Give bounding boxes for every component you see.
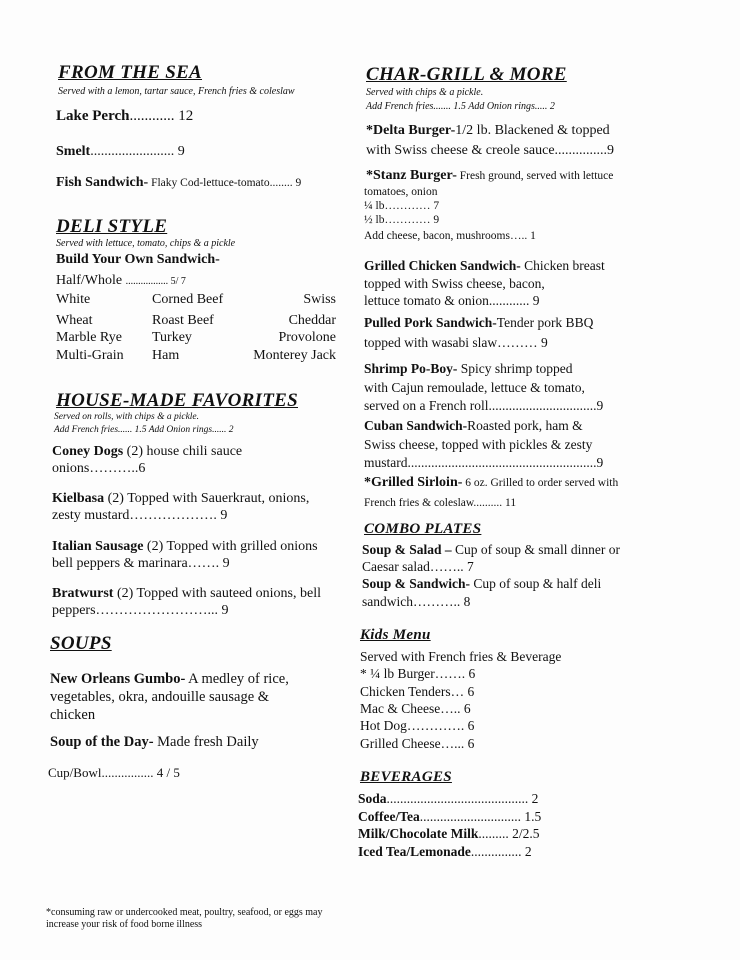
menu-item-soup-of-the-day: Soup of the Day- Made fresh Daily (50, 734, 259, 750)
section-title-soups: SOUPS (50, 633, 112, 654)
menu-item-cuban-sandwich: Cuban Sandwich-Roasted pork, ham & (364, 418, 583, 433)
gumbo-line3: chicken (50, 707, 96, 723)
menu-item-coney-dogs: Coney Dogs (2) house chili sauce (52, 444, 243, 459)
menu-item-lake-perch: Lake Perch............ 12 (56, 108, 194, 124)
cup-bowl-price: Cup/Bowl................ 4 / 5 (48, 765, 180, 780)
grill-note-2: Add French fries....... 1.5 Add Onion rings..... 2 (366, 101, 555, 112)
stanz-burger-line2: tomatoes, onion (364, 186, 438, 198)
gumbo-line2: vegetables, okra, andouille sausage & (50, 689, 270, 705)
deli-options-grid (56, 292, 336, 372)
menu-item-gumbo: New Orleans Gumbo- A medley of rice, (50, 671, 289, 687)
menu-item-coffee-tea: Coffee/Tea.............................. 1.5 (358, 809, 542, 824)
menu-item-fish-sandwich: Fish Sandwich- Flaky Cod-lettuce-tomato........ 9 (56, 175, 302, 190)
section-title-from-the-sea: FROM THE SEA (58, 62, 203, 83)
menu-item-soup-sandwich: Soup & Sandwich- Cup of soup & half deli (362, 576, 602, 591)
section-title-char-grill: CHAR-GRILL & MORE (366, 64, 567, 85)
grilled-chicken-line3: lettuce tomato & onion............ 9 (364, 293, 540, 308)
menu-item-grilled-chicken: Grilled Chicken Sandwich- Chicken breast (364, 258, 605, 273)
cheese-option: Cheddar (288, 313, 336, 328)
menu-item-milk: Milk/Chocolate Milk......... 2/2.5 (358, 826, 540, 841)
kielbasa-line2: zesty mustard………………. 9 (52, 508, 228, 523)
menu-item-pulled-pork: Pulled Pork Sandwich-Tender pork BBQ (364, 315, 594, 330)
menu-item-soup-salad: Soup & Salad – Cup of soup & small dinner or (362, 542, 621, 557)
meat-option: Roast Beef (152, 313, 214, 328)
section-title-house-made: HOUSE-MADE FAVORITES (56, 390, 298, 411)
menu-item-kielbasa: Kielbasa (2) Topped with Sauerkraut, onions, (52, 491, 310, 506)
meat-option: Turkey (152, 330, 192, 345)
kids-item: Hot Dog…………. 6 (360, 718, 475, 733)
menu-item-shrimp-po-boy: Shrimp Po-Boy- Spicy shrimp topped (364, 361, 573, 376)
cheese-option: Monterey Jack (253, 348, 336, 363)
menu-item-delta-burger: *Delta Burger-1/2 lb. Blackened & topped (366, 123, 610, 138)
bread-option: Marble Rye (56, 330, 122, 345)
italian-sausage-line2: bell peppers & marinara……. 9 (52, 556, 230, 571)
kids-item: Grilled Cheese…... 6 (360, 736, 475, 751)
cuban-line2: Swiss cheese, topped with pickles & zesty (364, 437, 593, 452)
food-safety-disclaimer: *consuming raw or undercooked meat, poultry, seafood, or eggs may increase your risk of food borne illness (46, 907, 323, 930)
pulled-pork-line2: topped with wasabi slaw……… 9 (364, 335, 548, 350)
soup-salad-line2: Caesar salad…….. 7 (362, 559, 474, 574)
kids-item: * ¼ lb Burger……. 6 (360, 666, 476, 681)
menu-item-grilled-sirloin: *Grilled Sirloin- 6 oz. Grilled to order served with (364, 475, 619, 490)
meat-option: Corned Beef (152, 292, 224, 307)
build-your-own-heading: Build Your Own Sandwich- (56, 252, 220, 267)
shrimp-po-boy-line3: served on a French roll................................9 (364, 398, 604, 413)
kids-note: Served with French fries & Beverage (360, 649, 562, 664)
section-title-combo-plates: COMBO PLATES (364, 521, 482, 537)
menu-item-smelt: Smelt........................ 9 (56, 144, 185, 159)
sea-note: Served with a lemon, tartar sauce, French fries & coleslaw (58, 86, 295, 97)
stanz-quarter-lb: ¼ lb………… 7 (364, 200, 440, 212)
shrimp-po-boy-line2: with Cajun remoulade, lettuce & tomato, (364, 380, 585, 395)
grill-note-1: Served with chips & a pickle. (366, 87, 484, 98)
bratwurst-line2: peppers……………………... 9 (52, 603, 229, 618)
delta-burger-line2: with Swiss cheese & creole sauce...............9 (366, 143, 615, 158)
deli-note: Served with lettuce, tomato, chips & a pickle (56, 238, 236, 249)
bread-option: Multi-Grain (56, 348, 124, 363)
meat-option: Ham (152, 348, 180, 363)
stanz-add-ons: Add cheese, bacon, mushrooms….. 1 (364, 230, 536, 242)
bread-option: White (56, 292, 91, 307)
cuban-line3: mustard........................................................9 (364, 455, 604, 470)
menu-item-stanz-burger: *Stanz Burger- Fresh ground, served with lettuce (366, 168, 614, 183)
kids-item: Mac & Cheese….. 6 (360, 701, 471, 716)
menu-item-italian-sausage: Italian Sausage (2) Topped with grilled onions (52, 539, 318, 554)
section-title-beverages: BEVERAGES (360, 769, 452, 785)
section-title-deli-style: DELI STYLE (56, 216, 168, 237)
kids-item: Chicken Tenders… 6 (360, 684, 475, 699)
half-whole-price: Half/Whole ................. 5/ 7 (56, 273, 186, 288)
bread-option: Wheat (56, 313, 93, 328)
cheese-option: Provolone (278, 330, 336, 345)
soup-sandwich-line2: sandwich……….. 8 (362, 594, 471, 609)
section-title-kids-menu: Kids Menu (360, 627, 431, 643)
cheese-option: Swiss (303, 292, 336, 307)
coney-dogs-line2: onions………..6 (52, 461, 146, 476)
house-note-2: Add French fries...... 1.5 Add Onion rings...... 2 (54, 425, 234, 435)
stanz-half-lb: ½ lb………… 9 (364, 214, 440, 226)
house-note-1: Served on rolls, with chips & a pickle. (54, 412, 200, 422)
menu-item-bratwurst: Bratwurst (2) Topped with sauteed onions, bell (52, 586, 321, 601)
grilled-sirloin-line2: French fries & coleslaw.......... 11 (364, 497, 517, 509)
grilled-chicken-line2: topped with Swiss cheese, bacon, (364, 276, 545, 291)
menu-item-iced-tea: Iced Tea/Lemonade............... 2 (358, 844, 532, 859)
menu-item-soda: Soda.......................................... 2 (358, 791, 539, 806)
